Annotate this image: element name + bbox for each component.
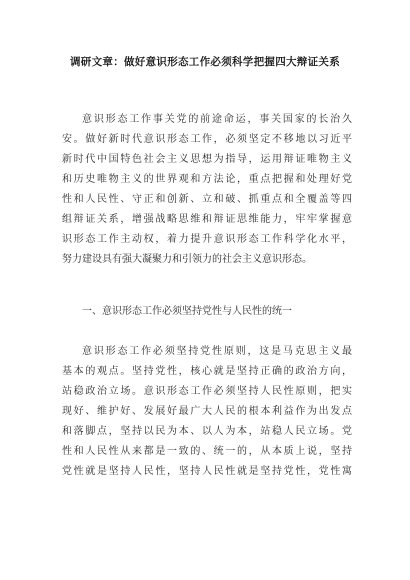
paragraph-line: 识形态工作主动权，着力提升意识形态工作科学化水平，	[62, 234, 352, 245]
paragraph-line: 努力建设具有强大凝聚力和引领力的社会主义意识形态。	[62, 254, 312, 265]
paragraph-line: 站稳政治立场。意识形态工作必须坚持人民性原则，把实	[62, 386, 352, 397]
document-title: 调研文章：做好意识形态工作必须科学把握四大辩证关系	[70, 56, 340, 68]
paragraph-line: 和落脚点，坚持以民为本、以人为本，站稳人民立场。党	[62, 426, 352, 437]
paragraph-line: 现好、维护好、发展好最广大人民的根本利益作为出发点	[62, 406, 352, 417]
paragraph-line: 党性就是坚持人民性，坚持人民性就是坚持党性，党性寓	[62, 466, 352, 477]
intro-paragraph	[62, 110, 352, 270]
paragraph-line: 新时代中国特色社会主义思想为指导，运用辩证唯物主义	[62, 154, 352, 165]
paragraph-line: 和历史唯物主义的世界观和方法论，重点把握和处理好党	[62, 174, 352, 185]
section-paragraph	[62, 342, 352, 482]
paragraph-line: 性和人民性从来都是一致的、统一的，从本质上说，坚持	[62, 446, 352, 457]
paragraph-line: 意识形态工作事关党的前途命运，事关国家的长治久	[82, 114, 352, 125]
paragraph-line: 性和人民性、守正和创新、立和破、抓重点和全覆盖等四	[62, 194, 352, 205]
paragraph-line: 组辩证关系，增强战略思维和辩证思维能力，牢牢掌握意	[62, 214, 352, 225]
paragraph-line: 安。做好新时代意识形态工作，必须坚定不移地以习近平	[62, 134, 352, 145]
paragraph-line: 意识形态工作必须坚持党性原则，这是马克思主义最	[82, 346, 352, 357]
paragraph-line: 基本的观点。坚持党性，核心就是坚持正确的政治方向，	[62, 366, 352, 377]
section-heading: 一、意识形态工作必须坚持党性与人民性的统一	[82, 306, 292, 317]
